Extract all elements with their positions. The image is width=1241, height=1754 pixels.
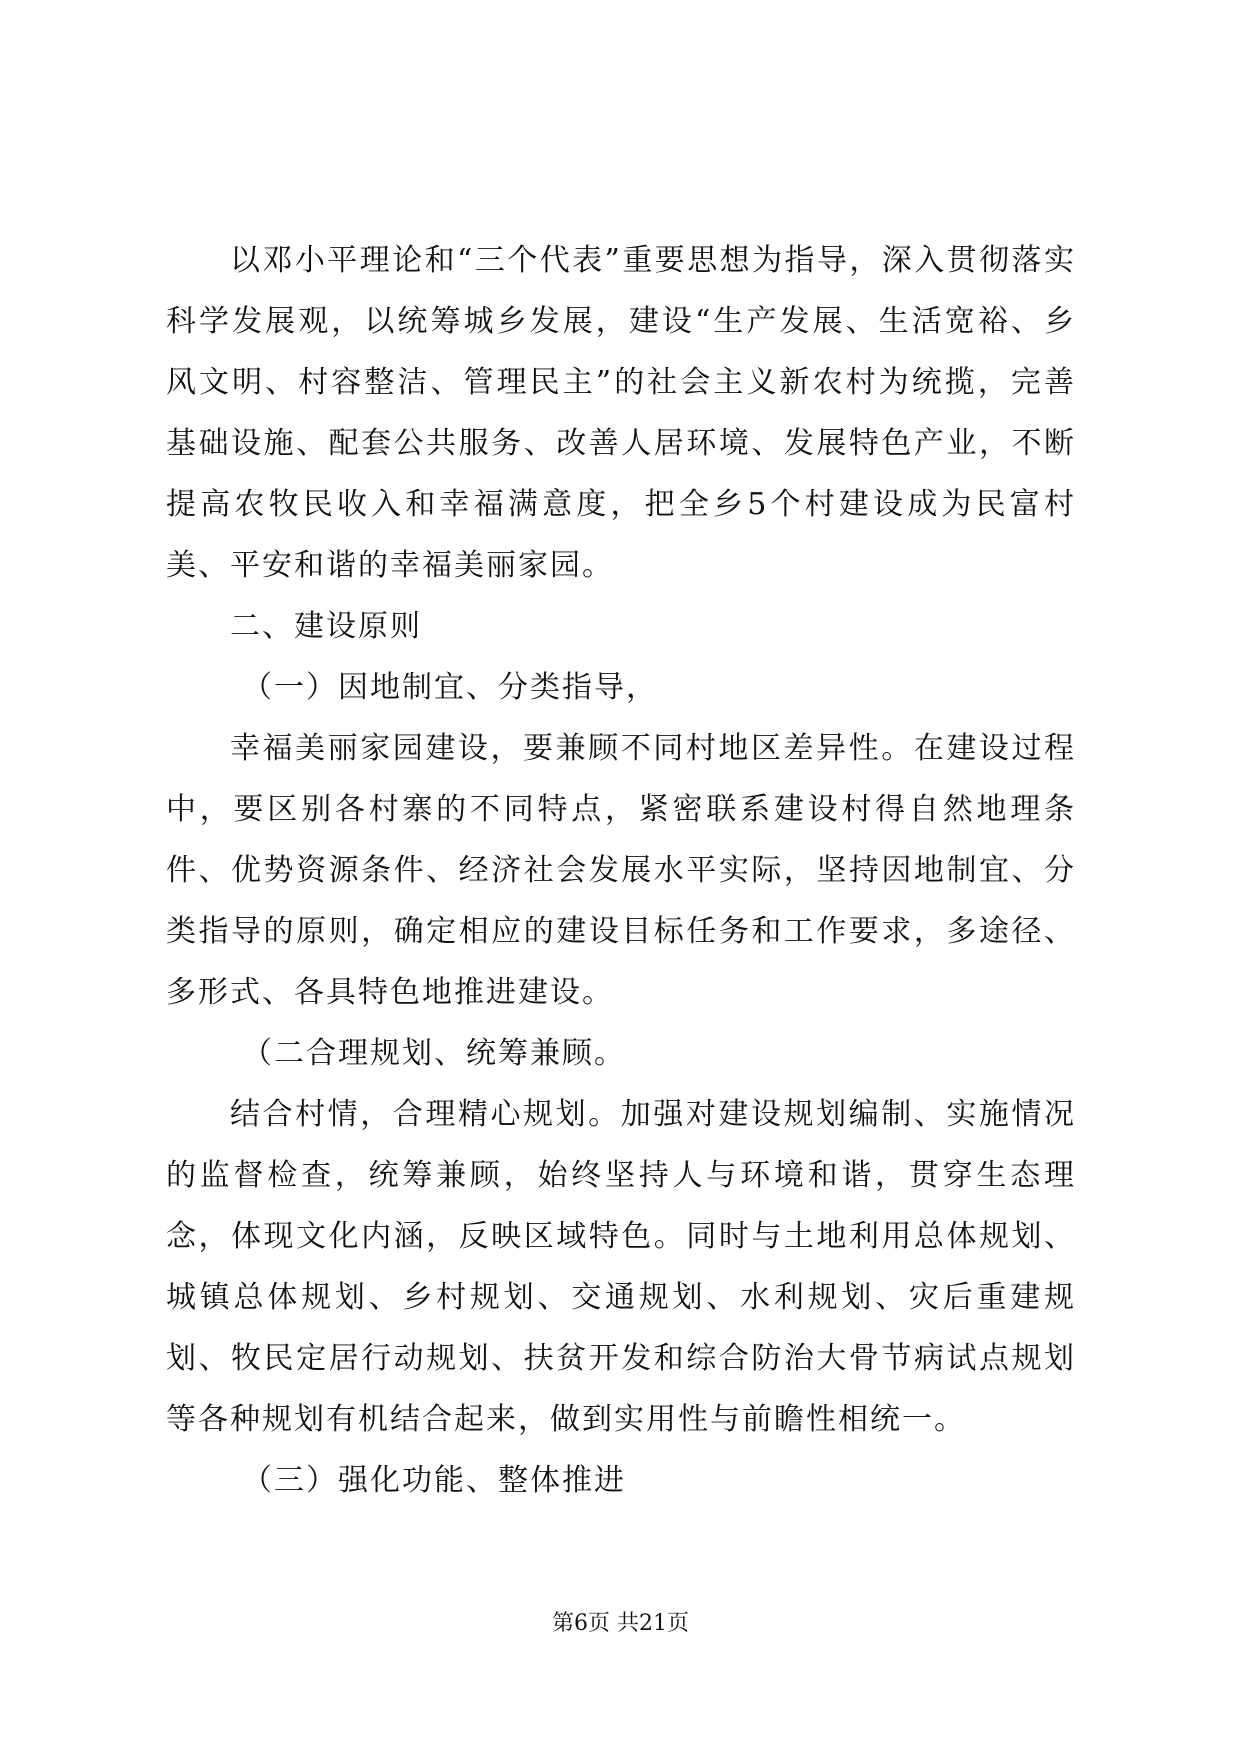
section-heading-principles: 二、建设原则: [230, 609, 422, 644]
subheading-principle-2: （二合理规划、统筹兼顾。: [242, 1036, 626, 1071]
paragraph-principle-1: 幸福美丽家园建设，要兼顾不同村地区差异性。在建设过程中，要区别各村寨的不同特点，紧密联系建设村得自然地理条件、优势资源条件、经济社会发展水平实际，坚持因地制宜、分类指导的原则，确定相应的建设目标任务和工作要求，多途径、多形式、各具特色地推进建设。: [166, 731, 1076, 1010]
paragraph-guiding-thought: 以邓小平理论和“三个代表”重要思想为指导，深入贯彻落实科学发展观，以统筹城乡发展，建设“生产发展、生活宽裕、乡风文明、村容整洁、管理民主”的社会主义新农村为统揽，完善基础设施、配套公共服务、改善人居环境、发展特色产业，不断提高农牧民收入和幸福满意度，把全乡5个村建设成为民富村美、平安和谐的幸福美丽家园。: [166, 243, 1076, 583]
document-body: [166, 230, 1076, 1511]
page-footer: 第6页 共21页: [552, 1611, 689, 1636]
subheading-principle-1: （一）因地制宜、分类指导，: [242, 670, 658, 705]
subheading-principle-3: （三）强化功能、整体推进: [242, 1463, 626, 1498]
paragraph-principle-2: 结合村情，合理精心规划。加强对建设规划编制、实施情况的监督检查，统筹兼顾，始终坚持人与环境和谐，贯穿生态理念，体现文化内涵，反映区域特色。同时与土地利用总体规划、城镇总体规划、乡村规划、交通规划、水利规划、灾后重建规划、牧民定居行动规划、扶贫开发和综合防治大骨节病试点规划等各种规划有机结合起来，做到实用性与前瞻性相统一。: [166, 1097, 1076, 1437]
